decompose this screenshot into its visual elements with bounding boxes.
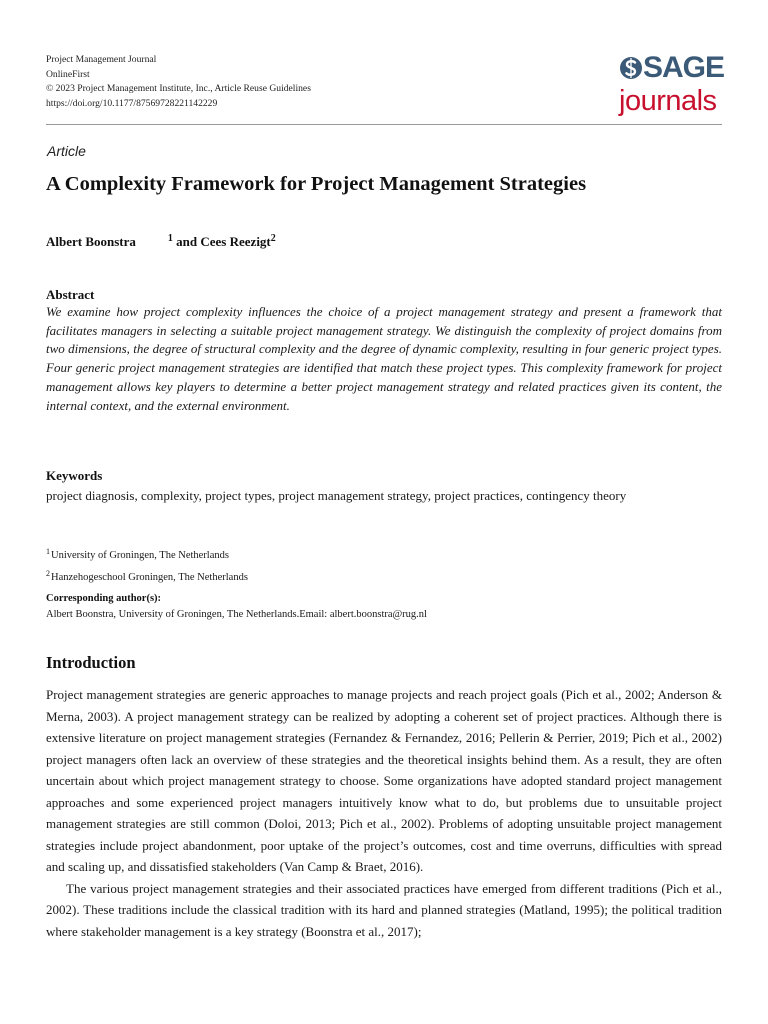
keywords-text: project diagnosis, complexity, project types, project management strategy, project practices, contingency theory: [46, 488, 627, 503]
header-divider: [46, 124, 722, 125]
affiliations: [46, 543, 248, 586]
author-line: [46, 233, 276, 250]
author-name[interactable]: and Cees Reezigt: [176, 234, 271, 249]
corresponding-author-text[interactable]: Albert Boonstra, University of Groningen, The Netherlands.Email: albert.boonstra@rug.nl: [46, 609, 427, 620]
affiliation-marker: 2: [46, 568, 50, 578]
logo-subtitle-text: journals: [619, 85, 717, 117]
introduction-body: [46, 684, 722, 942]
author-name[interactable]: Albert Boonstra: [46, 234, 136, 249]
affiliation-text: Hanzehogeschool Groningen, The Netherlands: [51, 571, 248, 583]
affiliation-marker: 1: [46, 547, 50, 556]
article-type-label: Article: [47, 143, 86, 159]
body-paragraph: The various project management strategies and their associated practices have emerged from different traditions (Pich et al., 2002). These traditions include the classical tradition with its hard and planned strategies (Matland, 1995); the political tradition where stakeholder management is a key strategy (Boonstra et al., 2017);: [46, 880, 722, 939]
logo-brand-text: SAGE: [643, 51, 725, 84]
corresponding-author-heading: Corresponding author(s):: [46, 593, 162, 604]
abstract-heading: Abstract: [46, 287, 95, 302]
affiliation-item: [46, 565, 248, 587]
online-first-label: OnlineFirst: [46, 68, 90, 80]
journal-name: Project Management Journal: [46, 54, 157, 65]
affiliation-item: [46, 543, 248, 565]
body-paragraph: Project management strategies are generic approaches to manage projects and reach project goals (Pich et al., 2002; Anderson & Merna, 2003). A project management strategy can be realized by adopting a coherent set of project practices. Although there is extensive literature on project management strategies (Fernandez & Fernandez, 2016; Pellerin & Perrier, 2019; Pich et al., 2002) project managers often lack an overview of these strategies and the theoretical insights behind them. As a result, they are often uncertain about which project management strategy to choose. Some organizations have adopted standard project management approaches and some experienced project managers intuitively know what to do, but problems due to unsuitable project management strategies are still common (Doloi, 2013; Pich et al., 2002). Problems of adopting unsuitable project management strategies include project abandonment, poor uptake of the project’s outcomes, cost and time overruns, difficulties with spread and scaling up, and dissatisfied stakeholders (Van Camp & Braet, 2016).: [46, 687, 722, 874]
introduction-heading: Introduction: [46, 653, 136, 672]
author-affiliation-marker: 2: [270, 233, 276, 244]
journal-meta: [46, 53, 446, 111]
author-affiliation-marker: 1: [167, 233, 173, 244]
affiliation-text: University of Groningen, The Netherlands: [51, 550, 229, 561]
doi-link[interactable]: https://doi.org/10.1177/87569728221142229: [46, 97, 218, 109]
sage-s-mark-icon: [619, 53, 643, 83]
copyright-line[interactable]: © 2023 Project Management Institute, Inc., Article Reuse Guidelines: [46, 83, 311, 95]
abstract-text: We examine how project complexity influences the choice of a project management strategy and present a framework that facilitates managers in selecting a suitable project management strategy. We distinguish the complexity of project domains from two dimensions, the degree of structural complexity and the degree of dynamic complexity, resulting in four generic project types. Four generic project management strategies are identified that match these project types. This complexity framework for project management allows key players to determine a better project management strategy and related practices given its content, the internal context, and the external environment.: [46, 304, 722, 413]
keywords-heading: Keywords: [46, 468, 103, 483]
article-title: A Complexity Framework for Project Management Strategies: [46, 173, 587, 195]
sage-journals-logo: [619, 51, 729, 123]
